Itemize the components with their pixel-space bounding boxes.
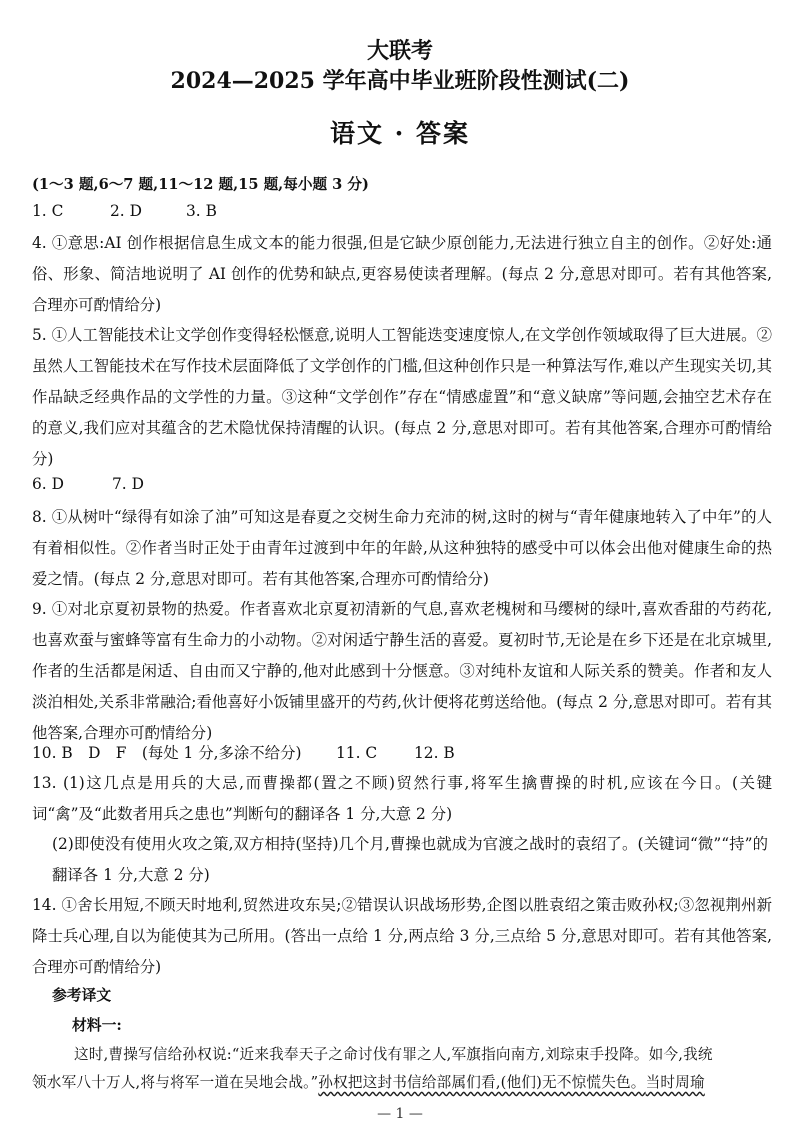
answer-q12: 12. B (414, 744, 455, 762)
answer-q2: 2. D (110, 202, 142, 220)
exam-title: 2024—2025 学年高中毕业班阶段性测试(二) (170, 68, 630, 94)
answer-q7: 7. D (112, 475, 144, 493)
translation-line-2 (32, 1068, 772, 1098)
subject-title: 语文 · 答案 (329, 119, 471, 148)
answer-q8: 8. ①从树叶“绿得有如涂了油”可知这是春夏之交树生命力充沛的树,这时的树与“青年健康地转入了中年”的人有着相似性。②作者当时正处于由青年过渡到中年的年龄,从这种独特的感受中可以体会出他对健康生命的热爱之情。(每点 2 分,意思对即可。若有其他答案,合理亦可酌情给分) (32, 508, 772, 588)
answer-q1: 1. C (32, 202, 64, 220)
answer-q9: 9. ①对北京夏初景物的热爱。作者喜欢北京夏初清新的气息,喜欢老槐树和马缨树的绿叶,喜欢香甜的芍药花,也喜欢蚕与蜜蜂等富有生命力的小动物。②对闲适宁静生活的喜爱。夏初时节,无论是在乡下还是在北京城里,作者的生活都是闲适、自由而又宁静的,他对此感到十分惬意。③对纯朴友谊和人际关系的赞美。作者和友人淡泊相处,关系非常融洽;看他喜好小饭铺里盛开的芍药,伙计便将花剪送给他。(每点 2 分,意思对即可。若有其他答案,合理亦可酌情给分) (32, 600, 772, 742)
material-one-label: 材料一: (72, 1017, 122, 1034)
translation-line-2-tail: 当时周瑜 (645, 1074, 705, 1091)
answer-q13-part2: (2)即使没有使用火攻之策,双方相持(坚持)几个月,曹操也就成为官渡之战时的袁绍了。(关键词“微”“持”的翻译各 1 分,大意 2 分) (52, 835, 768, 884)
answer-q3: 3. B (186, 202, 217, 220)
answer-q6: 6. D (32, 475, 64, 493)
translation-heading: 参考译文 (52, 987, 112, 1004)
exam-name: 大联考 (366, 38, 433, 64)
answer-q14: 14. ①舍长用短,不顾天时地利,贸然进攻东吴;②错误认识战场形势,企图以胜袁绍之策击败孙权;③忽视荆州新降士兵心理,自以为能使其为己所用。(答出一点给 1 分,两点给 3 分,三点给 5 分,意思对即可。若有其他答案,合理亦可酌情给分) (32, 896, 772, 976)
translation-underlined-sentence: 孙权把这封书信给部属们看,(他们)无不惊慌失色。 (318, 1074, 646, 1091)
page-number: — 1 — (377, 1106, 423, 1122)
answer-q13-part1: 13. (1)这几点是用兵的大忌,而曹操都(置之不顾)贸然行事,将军生擒曹操的时机,应该在今日。(关键词“禽”及“此数者用兵之患也”判断句的翻译各 1 分,大意 2 分) (32, 774, 772, 823)
scoring-note: (1～3 题,6～7 题,11～12 题,15 题,每小题 3 分) (32, 176, 369, 193)
translation-line-2-plain: 领水军八十万人,将与将军一道在吴地会战。” (32, 1074, 319, 1091)
translation-line-1: 这时,曹操写信给孙权说:“近来我奉天子之命讨伐有罪之人,军旗指向南方,刘琮束手投降。如今,我统 (74, 1046, 713, 1063)
answer-q4: 4. ①意思:AI 创作根据信息生成文本的能力很强,但是它缺少原创能力,无法进行独立自主的创作。②好处:通俗、形象、简洁地说明了 AI 创作的优势和缺点,更容易使读者理解。(每点 2 分,意思对即可。若有其他答案,合理亦可酌情给分) (32, 234, 772, 314)
answer-q5: 5. ①人工智能技术让文学创作变得轻松惬意,说明人工智能迭变速度惊人,在文学创作领域取得了巨大进展。②虽然人工智能技术在写作技术层面降低了文学创作的门槛,但这种创作只是一种算法写作,难以产生现实关切,其作品缺乏经典作品的文学性的力量。③这种“文学创作”存在“情感虚置”和“意义缺席”等问题,会抽空艺术存在的意义,我们应对其蕴含的艺术隐忧保持清醒的认识。(每点 2 分,意思对即可。若有其他答案,合理亦可酌情给分) (32, 326, 772, 468)
answer-q11: 11. C (336, 744, 378, 762)
answer-q10: 10. B D F (每处 1 分,多涂不给分) (32, 744, 302, 762)
